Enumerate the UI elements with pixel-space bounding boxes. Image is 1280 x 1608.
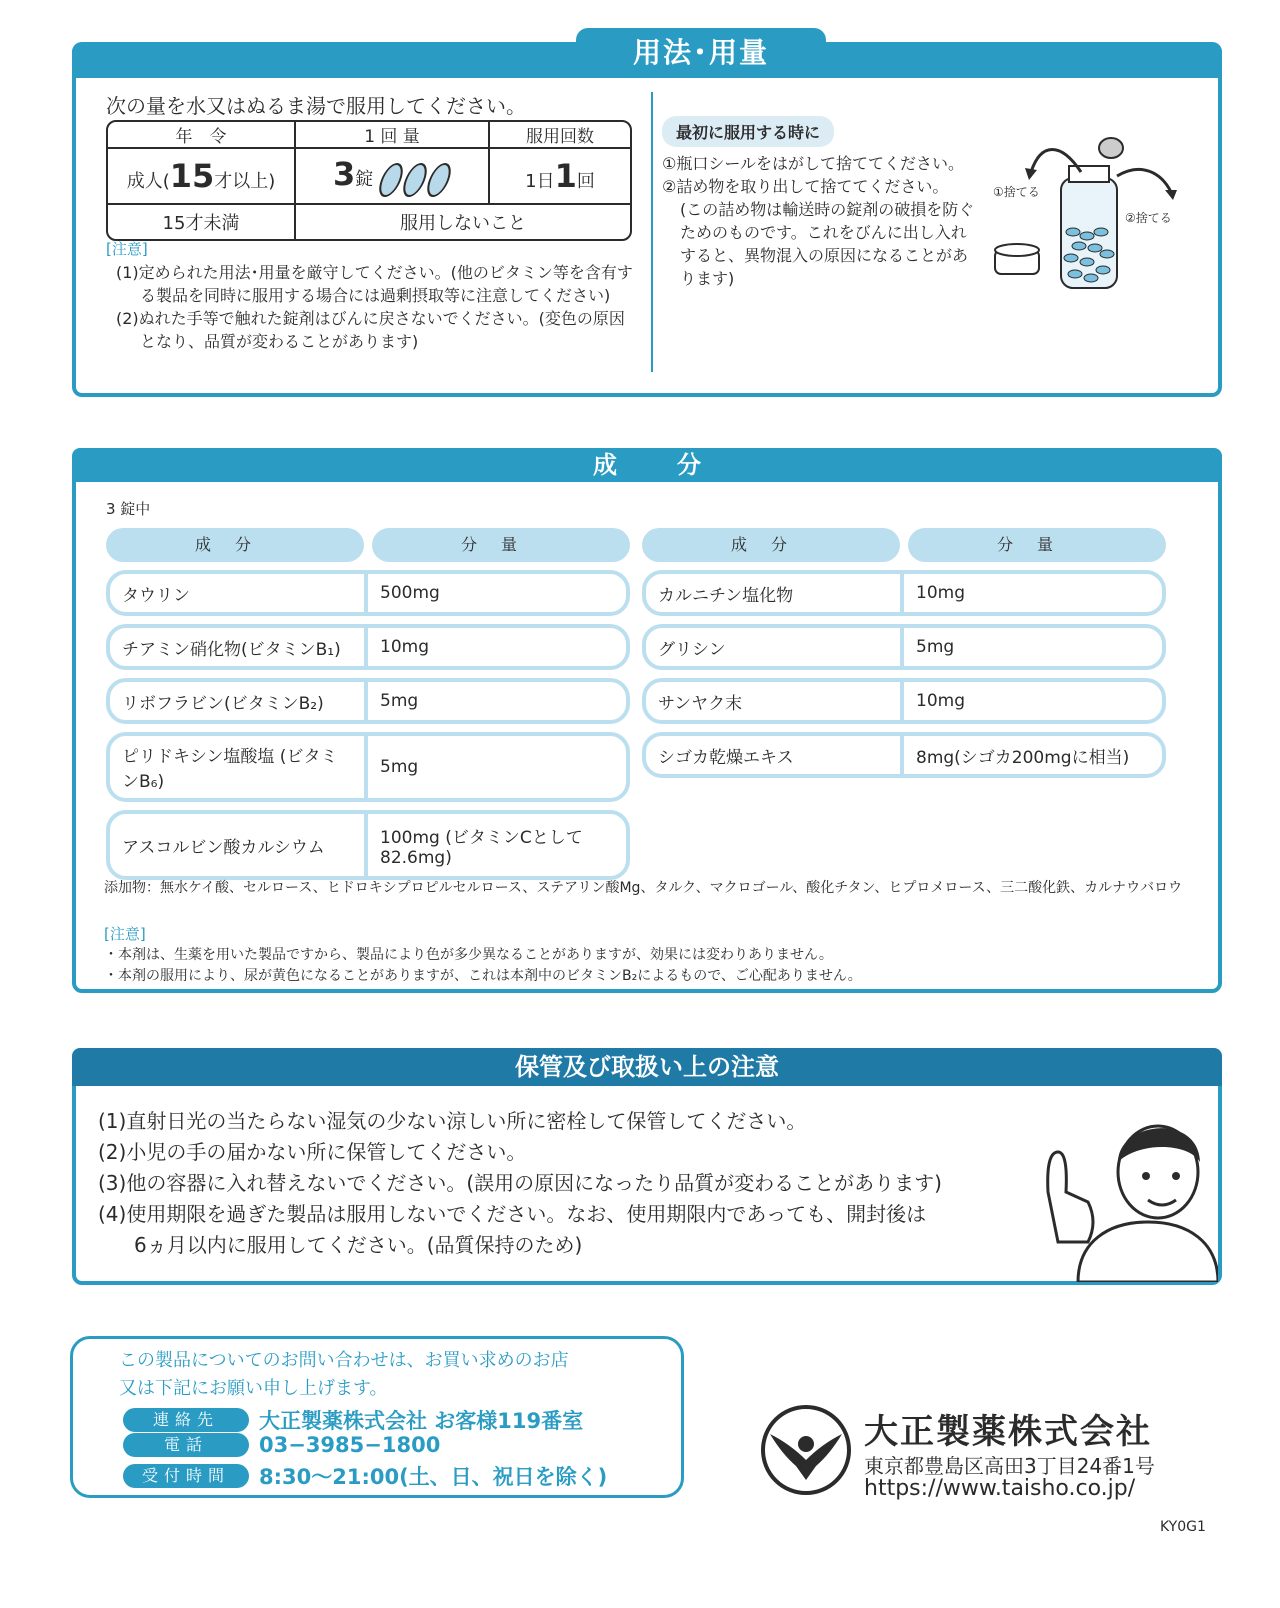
header-frequency: 服用回数 [490,122,630,149]
usage-note-1: (1)定められた用法･用量を厳守してください。(他のビタミン等を含有する製品を同時に服用する場合には過剰摂取等に注意してください) [116,263,633,305]
ingredient-row: カルニチン塩化物 10mg [642,570,1166,616]
col-amount-left: 分量 [372,528,630,562]
note-label: [注意] [104,925,146,943]
ingredient-row: タウリン 500mg [106,570,630,616]
ingredient-row: グリシン 5mg [642,624,1166,670]
first-step-1: ①瓶口シールをはがして捨ててください。 [662,154,965,173]
contact-row-name: 連絡先 大正製薬株式会社 お客様119番室 [123,1405,583,1435]
storage-item-4-cont: 6ヵ月以内に服用してください。(品質保持のため) [134,1233,583,1257]
usage-title: 用法･用量 [576,28,826,78]
usage-intro: 次の量を水又はぬるま湯で服用してください。 [106,94,526,118]
contact-box [70,1336,684,1498]
storage-item-2: (2)小児の手の届かない所に保管してください。 [98,1140,527,1164]
first-step-2: ②詰め物を取り出して捨ててください。 [662,177,949,196]
ingredient-row: ピリドキシン塩酸塩 (ビタミンB₆) 5mg [106,732,630,802]
ingredient-note-1: ・本剤は、生薬を用いた製品ですから、製品により色が多少異なることがありますが、効果には変わりありません。 [104,947,833,963]
pharmacist-illustration-icon [1018,1092,1218,1282]
note-label: [注意] [106,240,148,258]
storage-item-4: (4)使用期限を過ぎた製品は服用しないでください。なお、使用期限内であっても、開封後は [98,1202,927,1226]
ingredient-notes [104,924,862,987]
storage-item-3: (3)他の容器に入れ替えないでください。(誤用の原因になったり品質が変わることがあります) [98,1171,942,1195]
usage-section [72,36,1222,397]
child-value-cell: 服用しないこと [400,213,526,234]
contact-row-hours: 受付時間 8:30〜21:00(土、日、祝日を除く) [123,1461,607,1491]
company-block [760,1404,1220,1514]
child-age-cell: 15才未満 [108,205,296,239]
ingredient-row: チアミン硝化物(ビタミンB₁) 10mg [106,624,630,670]
first-use-steps [662,152,982,290]
company-address: 東京都豊島区高田3丁目24番1号 [864,1454,1155,1478]
usage-note-2: (2)ぬれた手等で触れた錠剤はびんに戻さないでください。(変色の原因となり、品質が変わることがあります) [116,309,625,351]
col-name-right: 成分 [642,528,900,562]
dosage-table [106,120,632,241]
contact-lead: この製品についてのお問い合わせは、お買い求めのお店 又は下記にお願い申し上げます。 [119,1350,569,1399]
usage-notes [106,238,636,353]
tablet-icon [423,163,455,197]
eagle-logo-icon [760,1404,852,1496]
discard-label-2: ②捨てる [1125,211,1172,225]
storage-section [72,1048,1222,1285]
header-age: 年 令 [108,122,296,149]
ingredient-row: アスコルビン酸カルシウム 100mg (ビタミンCとして82.6mg) [106,810,630,880]
divider [651,92,653,372]
col-name-left: 成分 [106,528,364,562]
ingredient-row: シゴカ乾燥エキス 8mg(シゴカ200mgに相当) [642,732,1166,778]
ingredients-section [72,448,1222,993]
ingredients-title: 成分 [72,448,1222,482]
col-amount-right: 分量 [908,528,1166,562]
ingredient-row: リボフラビン(ビタミンB₂) 5mg [106,678,630,724]
adult-cell: 成人(15才以上) [108,149,296,205]
frequency-cell: 1日1回 [490,149,630,205]
additives: 添加物：無水ケイ酸、セルロース、ヒドロキシプロピルセルロース、ステアリン酸Mg、タルク、マクロゴール、酸化チタン、ヒプロメロース、三二酸化鉄、カルナウバロウ [104,880,1183,896]
contact-row-phone: 電話 03−3985−1800 [123,1433,440,1457]
per-tablets: 3 錠中 [106,500,151,518]
discard-label-1: ①捨てる [993,185,1040,199]
first-use-label: 最初に服用する時に [662,116,834,147]
storage-title: 保管及び取扱い上の注意 [72,1048,1222,1086]
company-name: 大正製薬株式会社 [864,1412,1152,1452]
ingredient-row: サンヤク末 10mg [642,678,1166,724]
header-dose: 1 回 量 [296,122,490,149]
first-step-note: (この詰め物は輸送時の錠剤の破損を防ぐためのものです。これをびんに出し入れすると、異物混入の原因になることがあります) [680,200,975,288]
storage-item-1: (1)直射日光の当たらない湿気の少ない涼しい所に密栓して保管してください。 [98,1109,807,1133]
product-code: KY0G1 [1160,1519,1206,1535]
bottle-illustration-icon [991,132,1191,292]
ingredient-note-2: ・本剤の服用により、尿が黄色になることがありますが、これは本剤中のビタミンB₂によるもので、ご心配ありません。 [104,968,862,984]
company-url[interactable]: https://www.taisho.co.jp/ [864,1476,1136,1501]
storage-list [98,1106,998,1261]
dose-cell: 3錠 [296,149,490,205]
